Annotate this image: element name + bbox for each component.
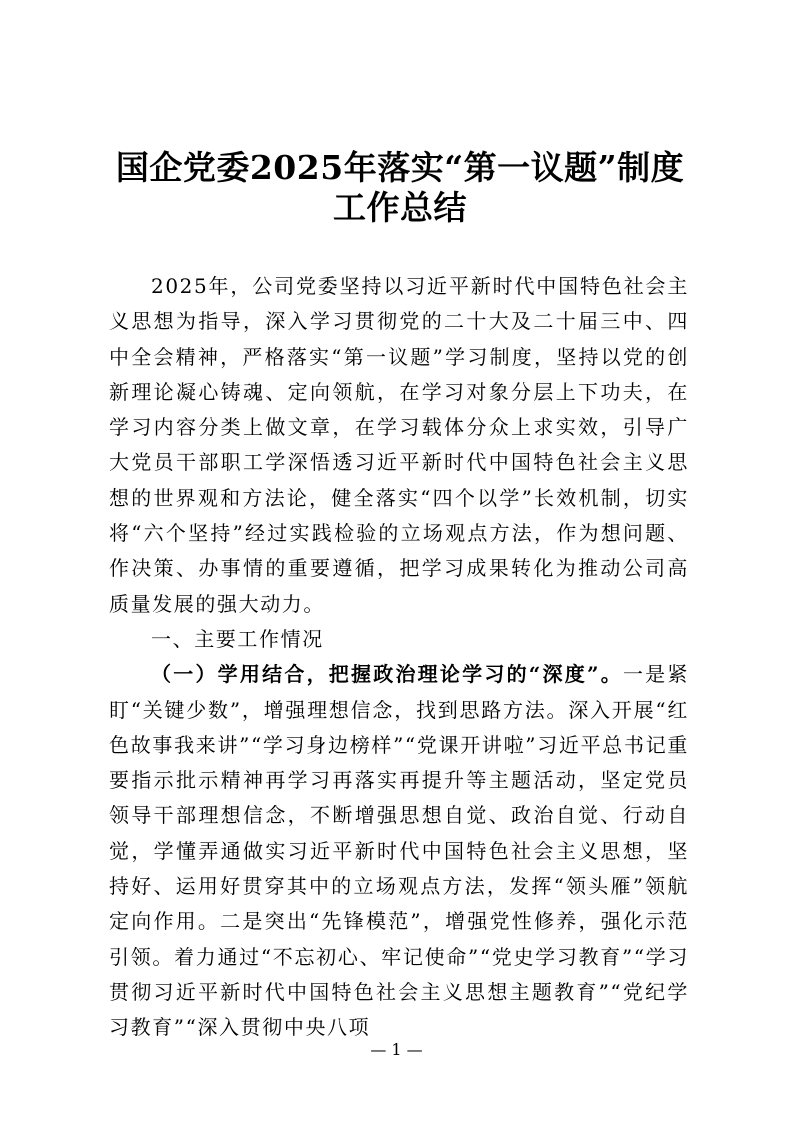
subsection-paragraph	[109, 657, 689, 1045]
page-number: — 1 —	[370, 1040, 423, 1059]
subsection-heading: （一）学用结合，把握政治理论学习的“深度”。	[151, 662, 623, 687]
document-body	[109, 269, 689, 1046]
section-heading: 一、主要工作情况	[151, 626, 324, 651]
document-title: 国企党委2025年落实“第一议题”制度工作总结	[115, 148, 685, 227]
intro-paragraph: 2025年，公司党委坚持以习近平新时代中国特色社会主义思想为指导，深入学习贯彻党的二十大及二十届三中、四中全会精神，严格落实“第一议题”学习制度，坚持以党的创新理论凝心铸魂、定向领航，在学习对象分层上下功夫，在学习内容分类上做文章，在学习载体分众上求实效，引导广大党员干部职工学深悟透习近平新时代中国特色社会主义思想的世界观和方法论，健全落实“四个以学”长效机制，切实将“六个坚持”经过实践检验的立场观点方法，作为想问题、作决策、办事情的重要遵循，把学习成果转化为推动公司高质量发展的强大动力。	[109, 274, 689, 616]
subsection-text: 一是紧盯“关键少数”，增强理想信念，找到思路方法。深入开展“红色故事我来讲”“学习身边榜样”“党课开讲啦”习近平总书记重要指示批示精神再学习再落实再提升等主题活动，坚定党员领导干部理想信念，不断增强思想自觉、政治自觉、行动自觉，学懂弄通做实习近平新时代中国特色社会主义思想，坚持好、运用好贯穿其中的立场观点方法，发挥“领头雁”领航定向作用。二是突出“先锋模范”，增强党性修养，强化示范引领。着力通过“不忘初心、牢记使命”“党史学习教育”“学习贯彻习近平新时代中国特色社会主义思想主题教育”“党纪学习教育”“深入贯彻中央八项	[109, 662, 689, 1040]
